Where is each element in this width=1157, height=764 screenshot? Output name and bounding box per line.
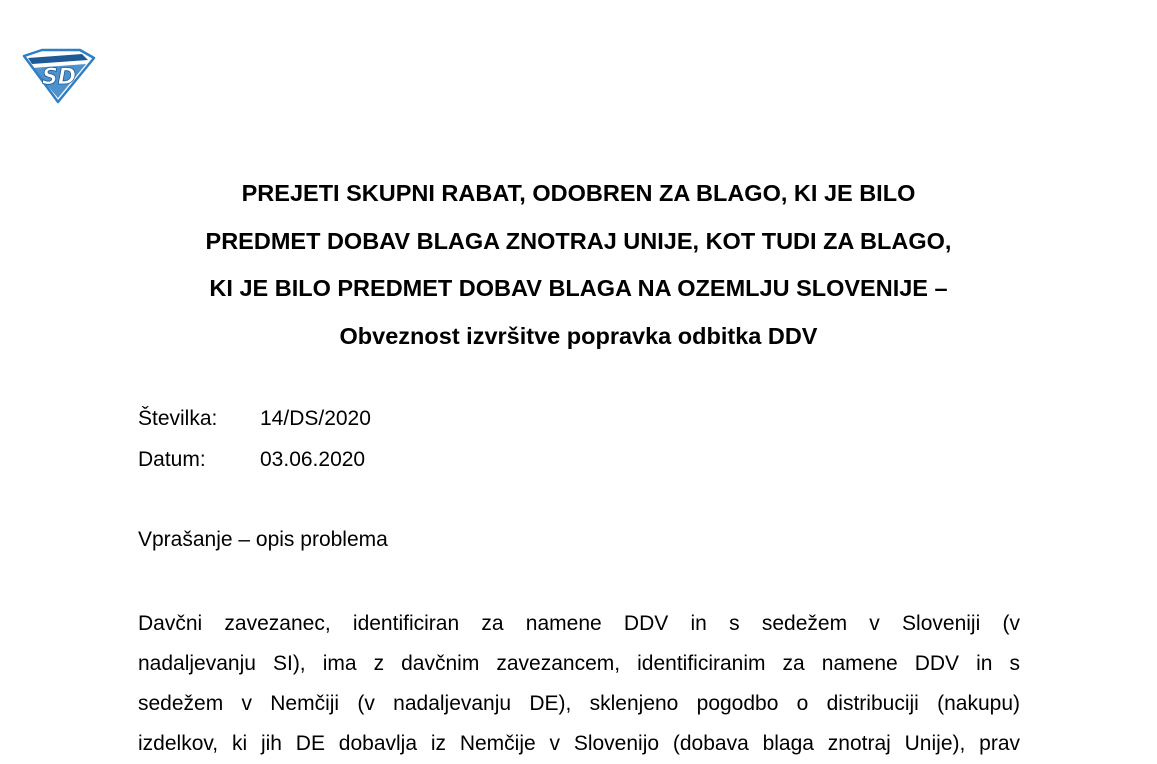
- document-number-label: Številka:: [138, 407, 218, 430]
- sd-logo-icon: [22, 48, 96, 104]
- body-paragraph: [138, 604, 1020, 764]
- document-number-row: [138, 407, 371, 431]
- document-date-label: Datum:: [138, 448, 206, 471]
- document-number-value: 14/DS/2020: [260, 407, 371, 430]
- body-line: Davčni zavezanec, identificiran za namene DDV in s sedežem v Sloveniji (v: [138, 612, 1020, 635]
- body-line: sedežem v Nemčiji (v nadaljevanju DE), sklenjeno pogodbo o distribuciji (nakupu): [138, 692, 1020, 715]
- title-line: Obveznost izvršitve popravka odbitka DDV: [339, 322, 818, 349]
- logo-stripe-top: [28, 54, 88, 64]
- body-line: nadaljevanju SI), ima z davčnim zavezancem, identificiranim za namene DDV in s: [138, 652, 1020, 675]
- document-date-value: 03.06.2020: [260, 448, 366, 471]
- document-title: [100, 170, 1057, 360]
- title-line: PREJETI SKUPNI RABAT, ODOBREN ZA BLAGO, KI JE BILO: [241, 180, 916, 206]
- title-line: PREDMET DOBAV BLAGA ZNOTRAJ UNIJE, KOT TUDI ZA BLAGO,: [205, 227, 952, 254]
- title-line: KI JE BILO PREDMET DOBAV BLAGA NA OZEMLJU SLOVENIJE –: [209, 275, 948, 301]
- section-heading: Vprašanje – opis problema: [138, 528, 388, 551]
- logo-lettering: SD: [41, 65, 77, 90]
- body-line: izdelkov, ki jih DE dobavlja iz Nemčije v Slovenijo (dobava blaga znotraj Unije), prav: [138, 732, 1020, 755]
- document-date-row: [138, 448, 365, 472]
